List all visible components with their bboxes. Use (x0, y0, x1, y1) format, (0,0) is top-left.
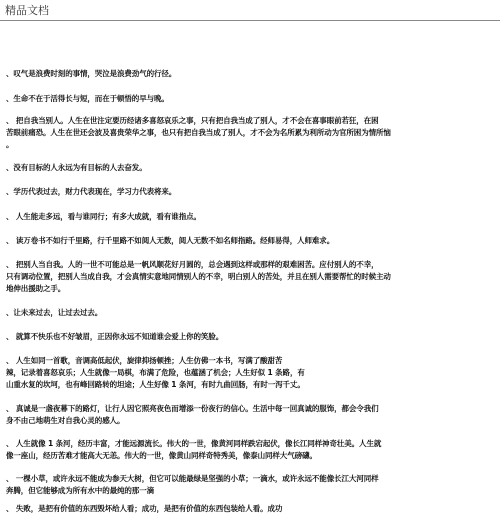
paragraph: 、让未来过去，让过去过去。 (6, 308, 103, 317)
paragraph: 、 读万卷书不如行千里路，行千里路不如阅人无数，阅人无数不如名师指路。经师易得，人师难求。 (6, 236, 335, 245)
page-header (0, 0, 500, 21)
paragraph: 、 失败，是把有价值的东西毁坏给人看；成功，是把有价值的东西包装给人看。成功 (6, 504, 283, 513)
paragraph: 、 人生就像 1 条河，经历丰富，才能远源流长。伟大的一世，像黄河同样跌宕起伏，像长江同样神奇壮美。人生就 像一座山，经历苦难才能高大无恙。伟大的一世，像黄山同样奇特秀美，像泰山同样大气磅礴。 (6, 439, 382, 460)
header-title: 精品文档 (5, 4, 49, 17)
paragraph: 、 把别人当自我。人的一世不可能总是一帆风顺花好月圆的，总会遇到这样或那样的艰难困苦。应付别人的不幸， 只有调动位置，把别人当成自我，才会真情实意地同情别人的不幸，明白别人的苦处，并且在别人需要帮忙的时候主动 地伸出援助之手。 (6, 260, 391, 293)
paragraph: 、 一棵小草，或许永远不能成为参天大树，但它可以能最绿是坚强的小草；一滴水，或许永远不能像长江大河同样 奔腾，但它能够成为所有水中的最纯的那一滴 (6, 474, 379, 495)
paragraph: 、没有目标的人永远为有目标的人去奋发。 (6, 163, 147, 172)
paragraph: 、 人生能走多远，看与谁同行；有多大成就，看有谁指点。 (6, 212, 201, 221)
paragraph: 、 把自我当别人。人生在世注定要历经诸多喜怒哀乐之事，只有把自我当成了别人，才不会在喜事眼前若狂，在困 苦眼前痛恐。人生在世还会波及喜贵荣华之事，也只有把自我当成了别人，才不会为名所累为利所动为官所困为情所恼 。 (6, 116, 391, 149)
paragraph: 、学历代表过去，财力代表现在，学习力代表将来。 (6, 187, 177, 196)
paragraph: 、叹气是浪费时刻的事情，哭泣是浪费劲气的行径。 (6, 69, 177, 78)
paragraph: 、 真诚是一盏夜幕下的路灯，让行人因它照亮夜色而增添一份夜行的信心。生活中每一回真诚的服饰，都会令我们 身不由己地萌生对自我心灵的感人。 (6, 404, 379, 425)
paragraph: 、生命不在于活得长与短，而在于顿悟的早与晚。 (6, 94, 169, 103)
paragraph: 、 就算不快乐也不好皱眉，正因你永远不知道谁会爱上你的笑脸。 (6, 332, 224, 341)
paragraph: 、 人生如同一首歌，音调高低起伏，旋律抑扬顿挫；人生仿佛一本书，写满了酸甜苦 辣，记录着喜怒哀乐；人生就像一局棋，布满了危险，也蕴涵了机会；人生好似 1 条路，有 山重水复的坎坷，也有峰回路转的坦途；人生好像 1 条河，有时九曲回肠，有时一泻千丈。 (6, 356, 305, 389)
